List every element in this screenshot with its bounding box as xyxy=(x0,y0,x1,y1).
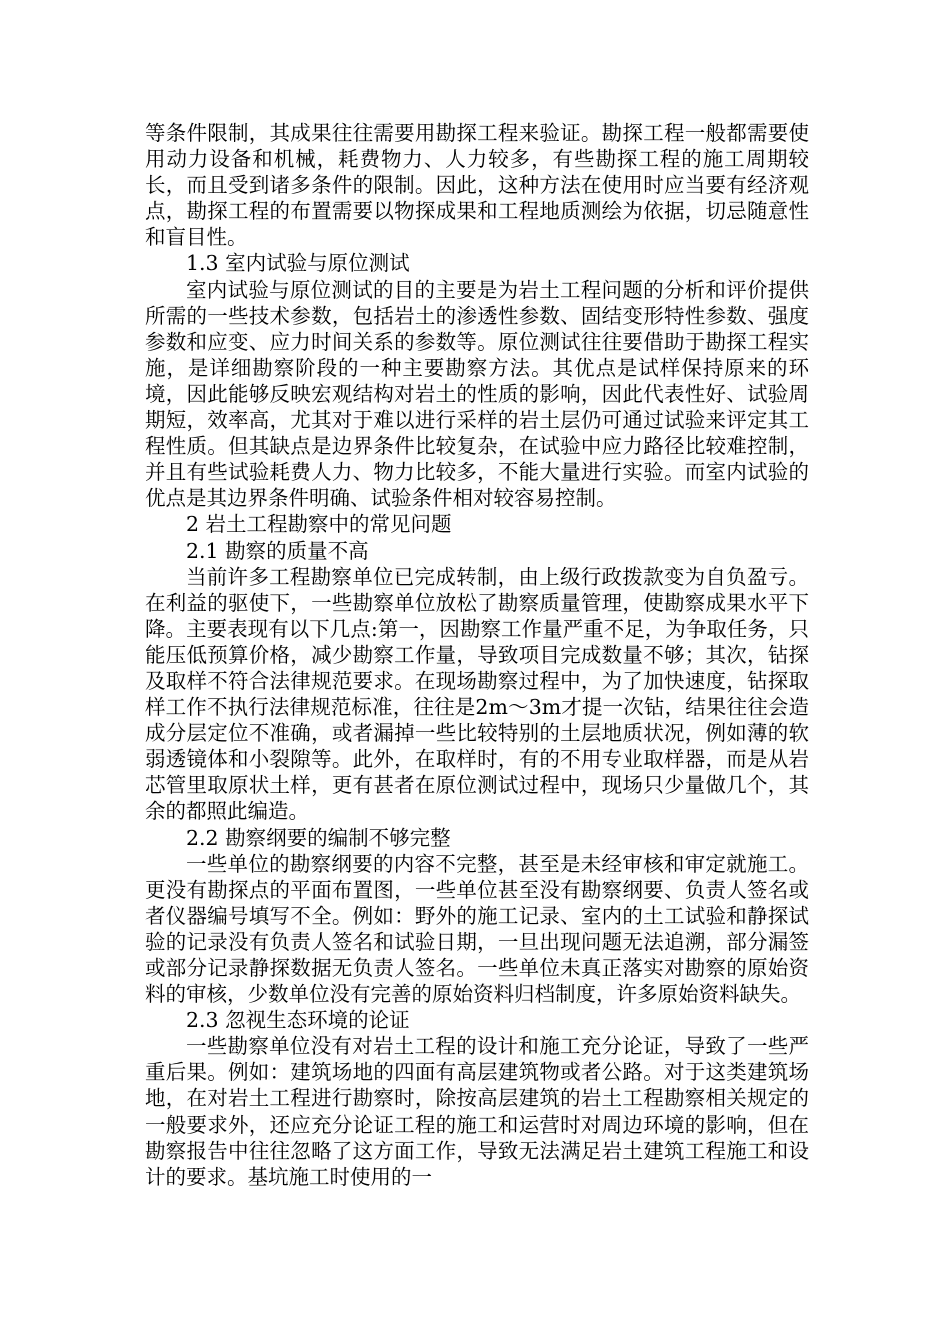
paragraph-lab-and-insitu-testing: 室内试验与原位测试的目的主要是为岩土工程问题的分析和评价提供所需的一些技术参数，包括岩土的渗透性参数、固结变形特性参数、强度参数和应变、应力时间关系的参数等。原位测试往往要借助于勘探工程实施，是详细勘察阶段的一种主要勘察方法。其优点是试样保持原来的环境，因此能够反映宏观结构对岩土的性质的影响，因此代表性好、试验周期短，效率高，尤其对于难以进行采样的岩土层仍可通过试验来评定其工程性质。但其缺点是边界条件比较复杂，在试验中应力路径比较难控制，并且有些试验耗费人力、物力比较多，不能大量进行实验。而室内试验的优点是其边界条件明确、试验条件相对较容易控制。 xyxy=(145,277,809,511)
paragraph-survey-outline: 一些单位的勘察纲要的内容不完整，甚至是未经审核和审定就施工。更没有勘探点的平面布置图，一些单位甚至没有勘察纲要、负责人签名或者仪器编号填写不全。例如：野外的施工记录、室内的土工试验和静探试验的记录没有负责人签名和试验日期，一旦出现问题无法追溯，部分漏签或部分记录静探数据无负责人签名。一些单位未真正落实对勘察的原始资料的审核，少数单位没有完善的原始资料归档制度，许多原始资料缺失。 xyxy=(145,851,809,1007)
section-heading-1-3: 1.3 室内试验与原位测试 xyxy=(186,251,410,276)
paragraph-continued: 等条件限制，其成果往往需要用勘探工程来验证。勘探工程一般都需要使用动力设备和机械，耗费物力、人力较多，有些勘探工程的施工周期较长，而且受到诸多条件的限制。因此，这种方法在使用时应当要有经济观点，勘探工程的布置需要以物探成果和工程地质测绘为依据，切忌随意性和盲目性。 xyxy=(145,121,809,250)
paragraph-survey-quality: 当前许多工程勘察单位已完成转制，由上级行政拨款变为自负盈亏。在利益的驱使下，一些勘察单位放松了勘察质量管理，使勘察成果水平下降。主要表现有以下几点:第一，因勘察工作量严重不足，为争取任务，只能压低预算价格，减少勘察工作量，导致项目完成数量不够；其次，钻探及取样不符合法律规范要求。在现场勘察过程中，为了加快速度，钻探取样工作不执行法律规范标准，往往是2m～3m才提一次钻，结果往往会造成分层定位不准确，或者漏掉一些比较特别的土层地质状况，例如薄的软弱透镜体和小裂隙等。此外，在取样时，有的不用专业取样器，而是从岩芯管里取原状土样，更有甚者在原位测试过程中，现场只少量做几个，其余的都照此编造。 xyxy=(145,564,809,824)
section-heading-2-3: 2.3 忽视生态环境的论证 xyxy=(186,1008,410,1033)
document-body xyxy=(145,120,809,1190)
paragraph-environment: 一些勘察单位没有对岩土工程的设计和施工充分论证，导致了一些严重后果。例如：建筑场地的四面有高层建筑物或者公路。对于这类建筑场地，在对岩土工程进行勘察时，除按高层建筑的岩土工程勘察相关规定的一般要求外，还应充分论证工程的施工和运营时对周边环境的影响，但在勘察报告中往往忽略了这方面工作，导致无法满足岩土建筑工程施工和设计的要求。基坑施工时使用的一 xyxy=(145,1034,809,1189)
section-heading-2: 2 岩土工程勘察中的常见问题 xyxy=(186,512,452,537)
section-heading-2-1: 2.1 勘察的质量不高 xyxy=(186,538,369,563)
section-heading-2-2: 2.2 勘察纲要的编制不够完整 xyxy=(186,825,451,850)
